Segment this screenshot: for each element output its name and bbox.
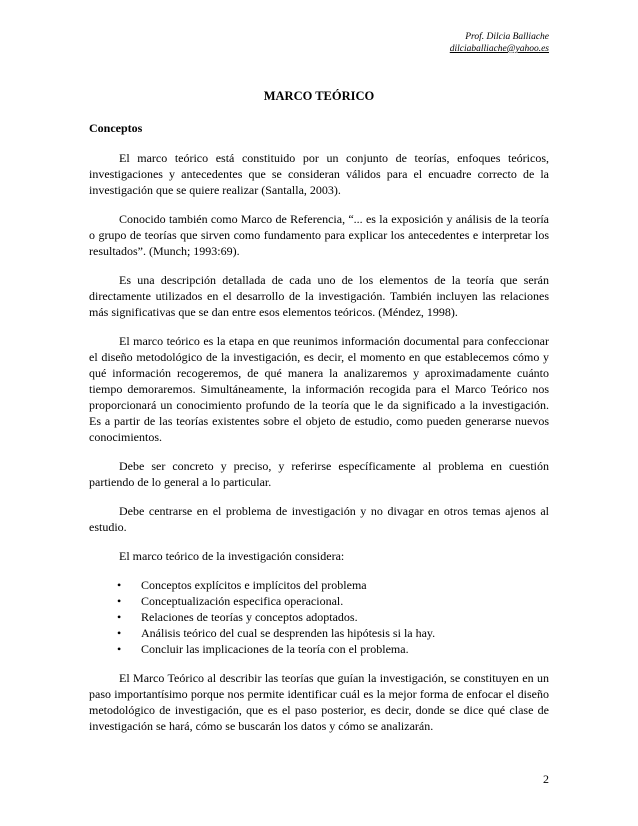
paragraph-7: El marco teórico de la investigación considera: [119, 549, 345, 563]
paragraph-5: Debe ser concreto y preciso, y referirse específicamente al problema en cuestión partiendo de lo general a lo particular. [89, 459, 549, 489]
author-email-link[interactable]: dilciaballiache@yahoo.es [449, 44, 549, 54]
list-item: • Relaciones de teorías y conceptos adoptados. [89, 609, 549, 625]
author-name: Prof. Dilcia Balliache [465, 32, 549, 42]
paragraph-6: Debe centrarse en el problema de investigación y no divagar en otros temas ajenos al estudio. [89, 504, 549, 534]
list-item: • Concluir las implicaciones de la teoría con el problema. [89, 641, 549, 657]
page-title: MARCO TEÓRICO [263, 89, 375, 103]
document-body [89, 120, 549, 747]
paragraph-1: El marco teórico está constituido por un conjunto de teorías, enfoques teóricos, investigaciones y antecedentes que se consideran válidos para el encuadre correcto de la investigación que se quiere realizar (Santalla, 2003). [89, 151, 549, 197]
section-heading: Conceptos [89, 121, 143, 135]
paragraph-3: Es una descripción detallada de cada uno de los elementos de la teoría que serán directamente utilizados en el desarrollo de la investigación. También incluyen las relaciones más significativas que se dan entre esos elementos teóricos. (Méndez, 1998). [89, 273, 549, 319]
page-header [450, 31, 549, 55]
paragraph-2: Conocido también como Marco de Referencia, “... es la exposición y análisis de la teoría o grupo de teorías que sirven como fundamento para explicar los antecedentes e interpretar los resultados”. (Munch; 1993:69). [89, 212, 549, 258]
bullet-list [89, 577, 549, 657]
list-item: • Conceptos explícitos e implícitos del problema [89, 577, 549, 593]
page-number: 2 [543, 772, 549, 786]
list-item: • Conceptualización especifica operacional. [89, 593, 549, 609]
list-item: • Análisis teórico del cual se desprenden las hipótesis si la hay. [89, 625, 549, 641]
paragraph-4: El marco teórico es la etapa en que reunimos información documental para confeccionar el diseño metodológico de la investigación, es decir, el momento en que establecemos cómo y qué información recogeremos, de qué manera la analizaremos y aproximadamente cuánto tiempo demoraremos. Simultáneamente, la información recogida para el Marco Teórico nos proporcionará un conocimiento profundo de la teoría que le da significado a la investigación. Es a partir de las teorías existentes sobre el objeto de estudio, como pueden generarse nuevos conocimientos. [89, 334, 549, 444]
closing-paragraph: El Marco Teórico al describir las teorías que guían la investigación, se constituyen en un paso importantísimo porque nos permite identificar cuál es la mejor forma de enfocar el diseño metodológico de investigación, que es el paso posterior, es decir, donde se dice qué clase de investigación se hará, cómo se buscarán los datos y cómo se analizarán. [89, 671, 549, 733]
